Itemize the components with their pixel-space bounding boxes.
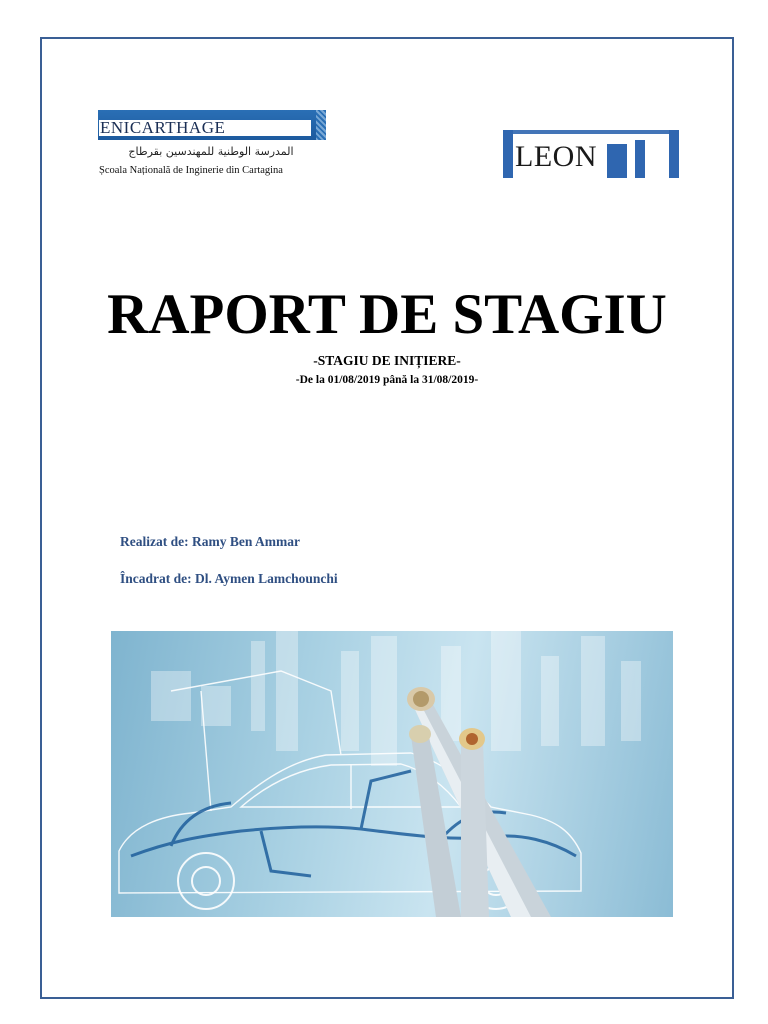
leon-logo <box>503 130 679 180</box>
cover-image <box>111 631 673 917</box>
enicarthage-arabic-name: المدرسة الوطنية للمهندسين بقرطاج <box>128 145 294 158</box>
document-title: RAPORT DE STAGIU <box>107 283 667 346</box>
enicarthage-logo <box>98 108 330 180</box>
car-wiring-harness-illustration-icon <box>111 631 673 917</box>
document-subtitle: -STAGIU DE INIȚIERE- <box>313 353 461 368</box>
enicarthage-name: ENICARTHAGE <box>100 118 226 137</box>
realized-by: Realizat de: Ramy Ben Ammar <box>120 534 300 549</box>
leon-name: LEON <box>515 140 597 173</box>
internship-dates: -De la 01/08/2019 până la 31/08/2019- <box>295 374 479 386</box>
supervised-by: Încadrat de: Dl. Aymen Lamchounchi <box>120 571 338 586</box>
enicarthage-romanian-name: Școala Națională de Inginerie din Cartagina <box>99 165 283 176</box>
